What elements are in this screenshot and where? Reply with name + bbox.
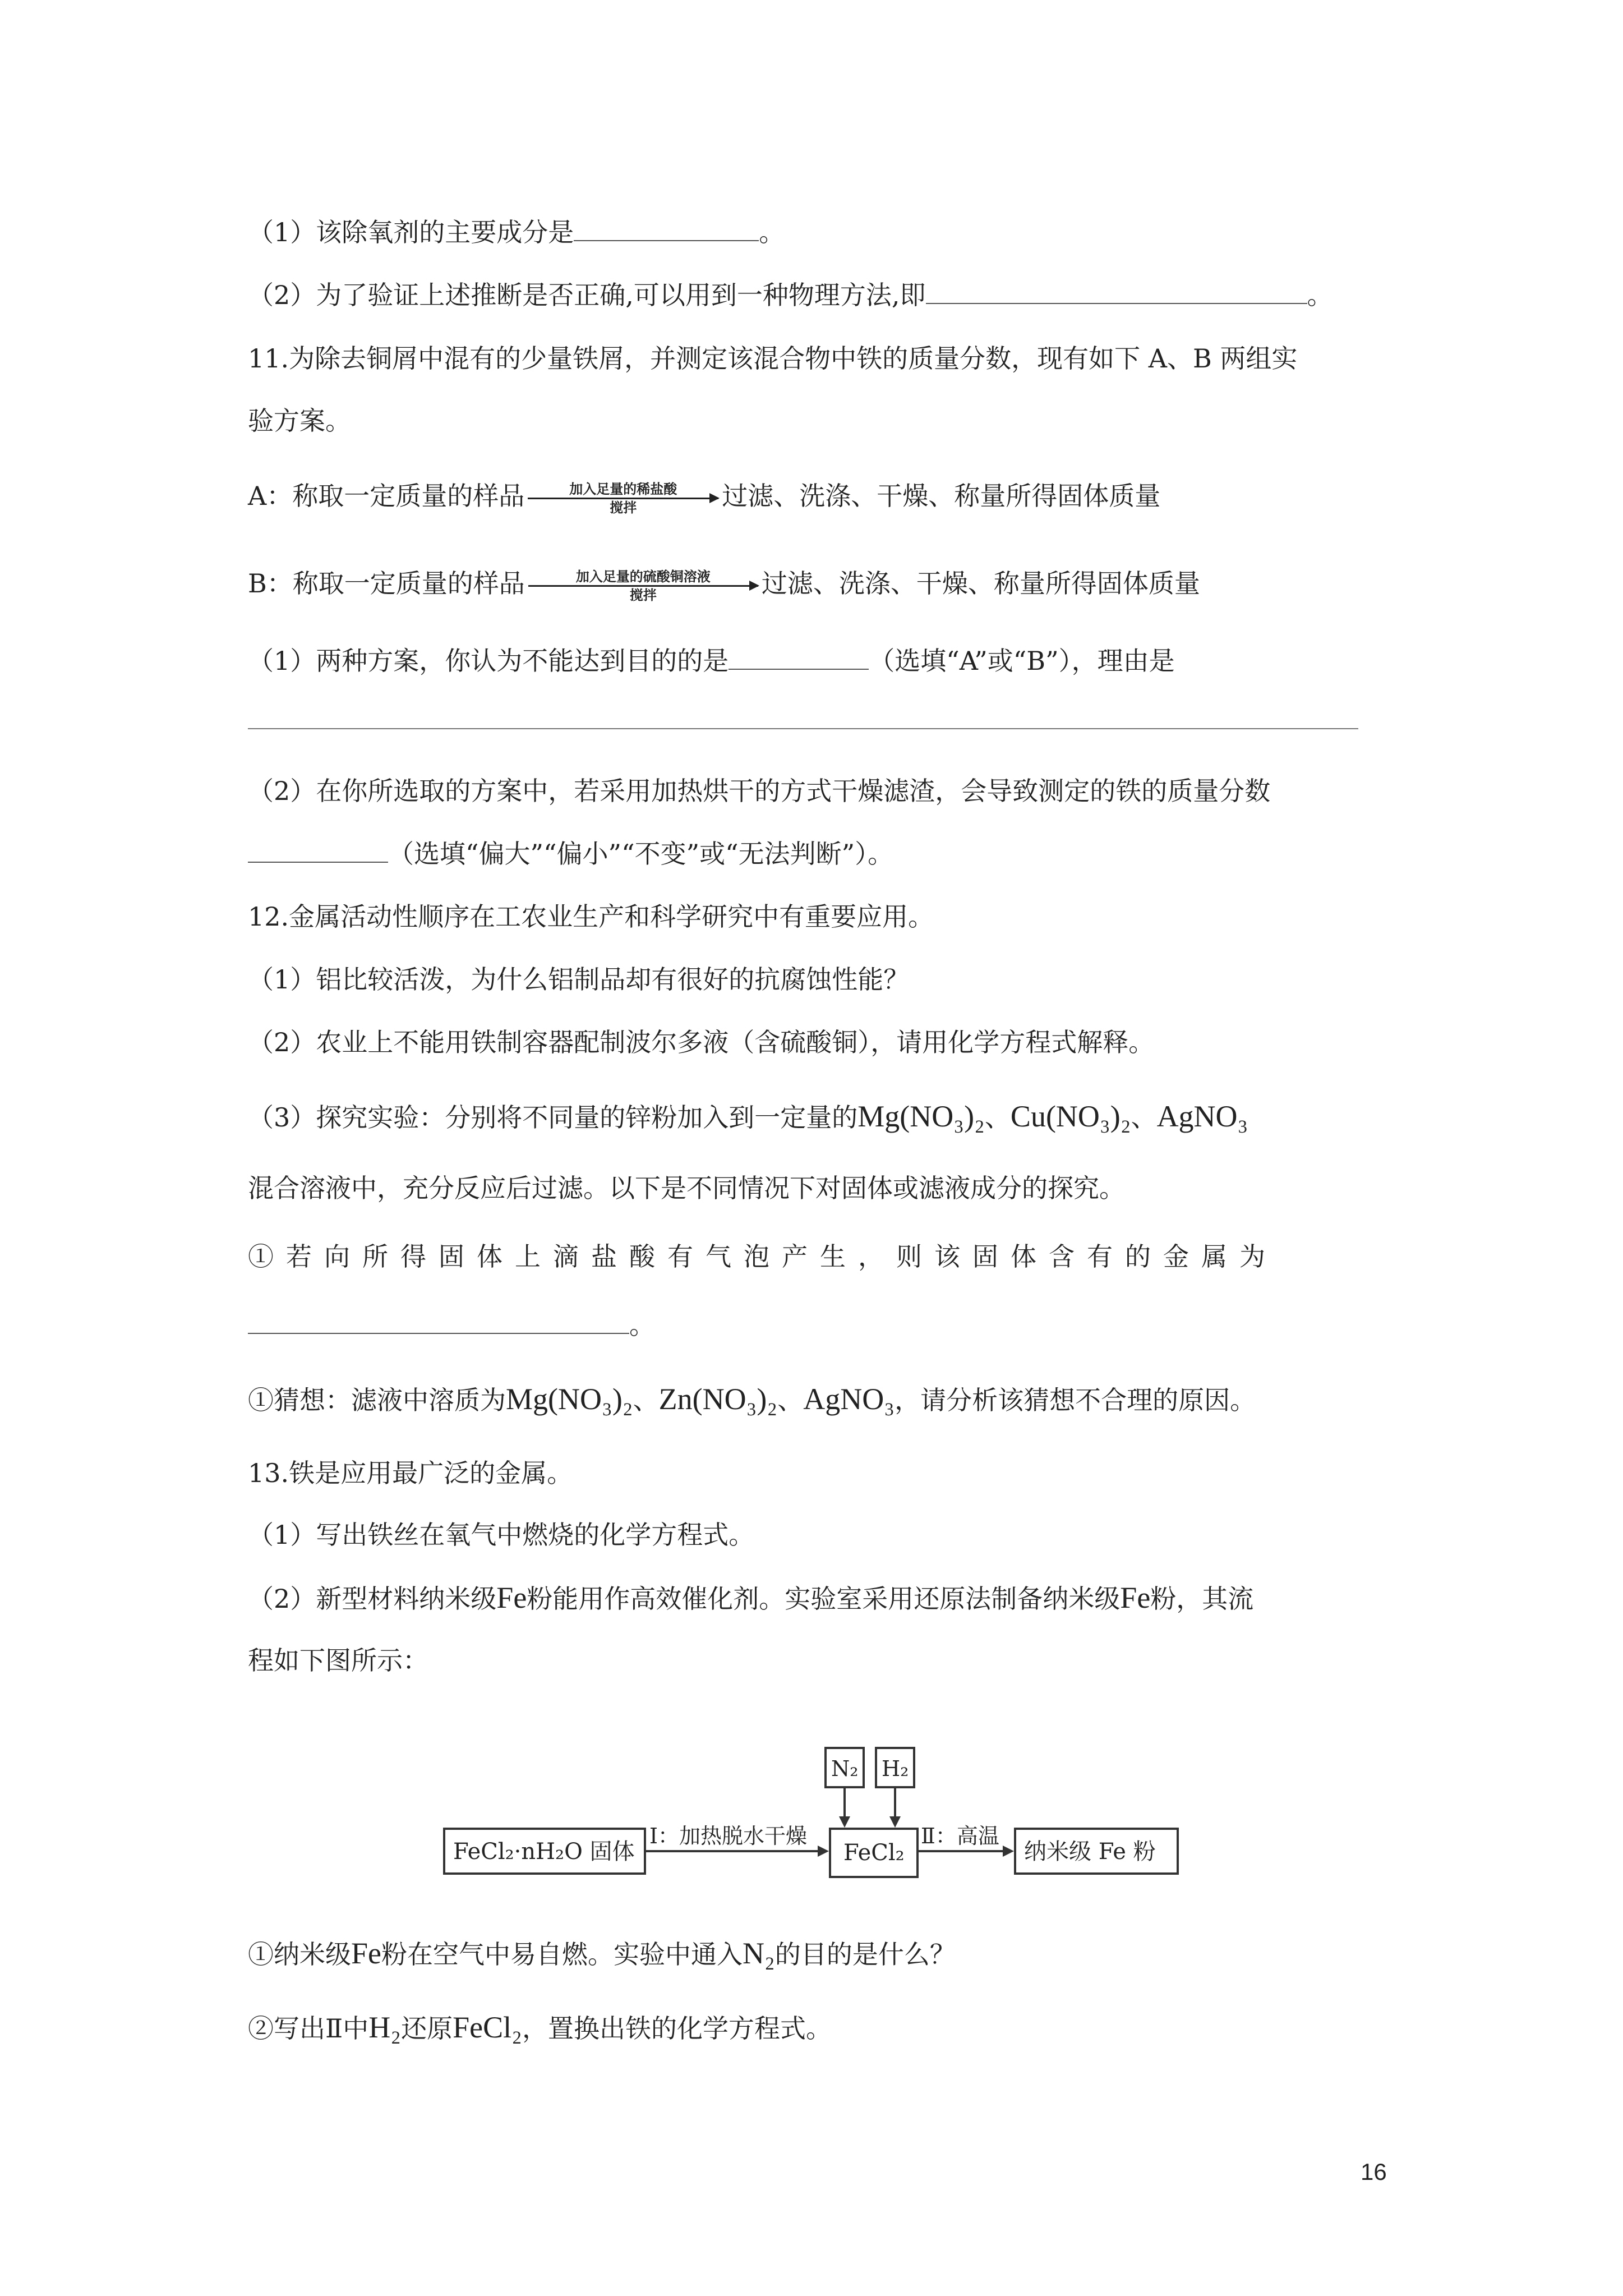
formula-cu-no3-2: Cu(NO₃)₂ <box>1010 1099 1131 1133</box>
start-box-label: FeCl₂·nH₂O 固体 <box>453 1839 635 1865</box>
scheme-a: A：称取一定质量的样品 加入足量的稀盐酸 搅拌 过滤、洗涤、干燥、称量所得固体质量 <box>248 480 1161 516</box>
question-12-2: （2）农业上不能用铁制容器配制波尔多液（含硫酸铜），请用化学方程式解释。 <box>248 1027 1155 1057</box>
reaction-arrow-a: 加入足量的稀盐酸 搅拌 <box>528 481 718 516</box>
gas-h2-label: H₂ <box>882 1756 909 1781</box>
scheme-b: B：称取一定质量的样品 加入足量的硫酸铜溶液 搅拌 过滤、洗涤、干燥、称量所得固体质量 <box>248 568 1200 603</box>
question-12-3-cont: 混合溶液中，充分反应后过滤。以下是不同情况下对固体或滤液成分的探究。 <box>248 1173 1125 1203</box>
step1-label: Ⅰ：加热脱水干燥 <box>649 1824 808 1848</box>
question-13-stem: 13.铁是应用最广泛的金属。 <box>248 1458 573 1488</box>
answer-blank[interactable] <box>574 214 759 241</box>
question-10-2: （2）为了验证上述推断是否正确,可以用到一种物理方法,即 。 <box>248 277 1333 313</box>
formula-mg-no3-2: Mg(NO₃)₂ <box>506 1382 633 1416</box>
formula-h2: H₂ <box>368 2010 402 2044</box>
question-11-stem-cont: 验方案。 <box>248 406 351 436</box>
page-number: 16 <box>1361 2159 1387 2185</box>
question-12-stem: 12.金属活动性顺序在工农业生产和科学研究中有重要应用。 <box>248 901 934 932</box>
question-13-2: （2）新型材料纳米级Fe粉能用作高效催化剂。实验室采用还原法制备纳米级Fe粉，其流 <box>248 1581 1254 1614</box>
question-12-1: （1）铝比较活泼，为什么铝制品却有很好的抗腐蚀性能？ <box>248 964 910 995</box>
formula-mg-no3-2: Mg(NO₃)₂ <box>857 1099 985 1133</box>
formula-agno3: AgNO₃ <box>803 1382 895 1416</box>
formula-fecl2: FeCl₂ <box>453 2010 522 2044</box>
mid-box-label: FeCl₂ <box>843 1840 905 1866</box>
formula-zn-no3-2: Zn(NO₃)₂ <box>658 1382 778 1416</box>
question-11-2-cont: （选填“偏大”“偏小”“不变”或“无法判断”）。 <box>248 836 893 872</box>
answer-blank[interactable] <box>926 277 1307 304</box>
question-13-2-a: ①纳米级Fe粉在空气中易自燃。实验中通入N₂的目的是什么？ <box>248 1936 956 1970</box>
question-12-3: （3）探究实验：分别将不同量的锌粉加入到一定量的Mg(NO₃)₂、Cu(NO₃)₂、AgNO₃ <box>248 1099 1248 1133</box>
answer-blank[interactable] <box>248 836 388 863</box>
question-13-2-cont: 程如下图所示： <box>248 1645 428 1676</box>
gas-n2-label: N₂ <box>831 1756 859 1781</box>
question-12-3-a-cont: 。 <box>248 1307 655 1343</box>
answer-line-reason[interactable] <box>248 728 1358 729</box>
end-box-label: 纳米级 Fe 粉 <box>1024 1839 1156 1865</box>
question-11-2: （2）在你所选取的方案中，若采用加热烘干的方式干燥滤渣，会导致测定的铁的质量分数 <box>248 776 1271 806</box>
question-12-3-a: ①若向所得固体上滴盐酸有气泡产生，则该固体含有的金属为 <box>248 1241 1278 1272</box>
reaction-arrow-b: 加入足量的硫酸铜溶液 搅拌 <box>528 568 758 604</box>
flow-diagram <box>437 1745 1189 1885</box>
formula-agno3: AgNO₃ <box>1156 1099 1248 1133</box>
question-11-stem: 11.为除去铜屑中混有的少量铁屑，并测定该混合物中铁的质量分数，现有如下 A、B 两组实 <box>248 343 1298 374</box>
step2-label: Ⅱ：高温 <box>921 1824 999 1848</box>
answer-blank[interactable] <box>248 1307 629 1334</box>
question-13-1: （1）写出铁丝在氧气中燃烧的化学方程式。 <box>248 1520 755 1550</box>
question-12-3-b: ①猜想：滤液中溶质为Mg(NO₃)₂、Zn(NO₃)₂、AgNO₃，请分析该猜想不合理的原因。 <box>248 1382 1256 1416</box>
formula-n2: N₂ <box>743 1936 775 1970</box>
question-10-1: （1）该除氧剂的主要成分是 。 <box>248 214 785 250</box>
question-11-1: （1）两种方案，你认为不能达到目的的是 （选填“A”或“B”），理由是 <box>248 643 1175 679</box>
answer-blank[interactable] <box>728 643 869 670</box>
question-13-2-b: ②写出Ⅱ中H₂还原FeCl₂，置换出铁的化学方程式。 <box>248 2010 832 2044</box>
